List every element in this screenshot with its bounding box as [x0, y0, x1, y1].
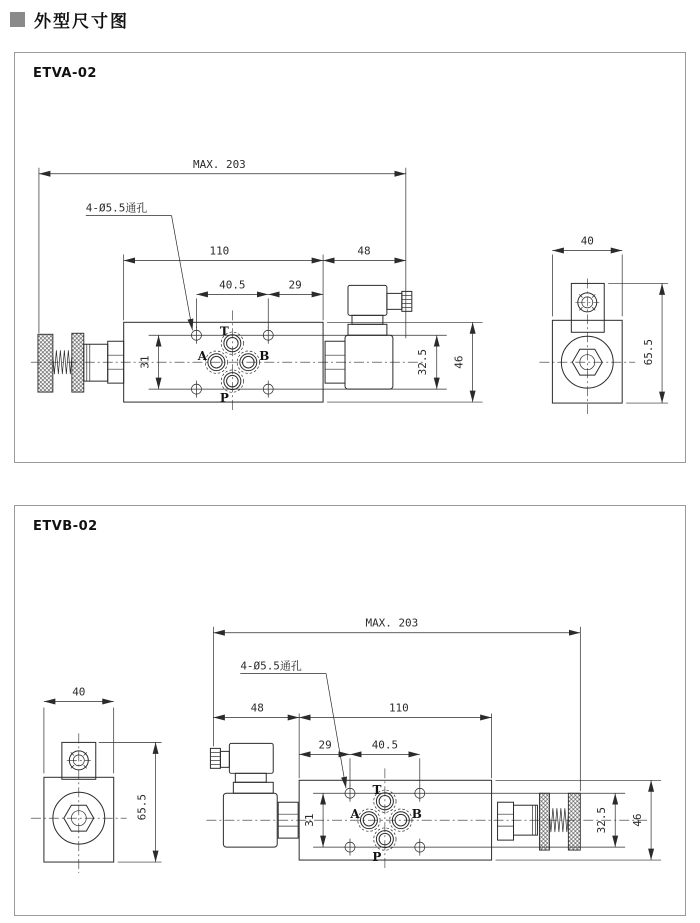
model-label: ETVA-02 — [33, 66, 97, 81]
dim-coil-height: 32.5 — [595, 806, 609, 834]
port-label-a: A — [197, 349, 208, 364]
etva-02-drawing — [15, 53, 685, 462]
port-label-t: T — [219, 324, 229, 339]
hole-note: 4-Ø5.5通孔 — [240, 659, 302, 673]
hole-callout — [240, 659, 346, 789]
page-title: 外型尺寸图 — [34, 12, 129, 32]
dim-edge-offset: 29 — [318, 738, 332, 752]
din-connector — [229, 743, 273, 773]
dim-port-span: 40.5 — [371, 738, 399, 752]
hole-callout — [86, 201, 193, 331]
port-label-b: B — [259, 349, 270, 364]
dim-end-width: 40 — [72, 685, 86, 699]
dim-hole-span: 31 — [138, 355, 152, 369]
section-marker-icon — [10, 12, 25, 27]
page-header — [10, 7, 129, 32]
hole-note: 4-Ø5.5通孔 — [85, 201, 148, 215]
dim-body-length: 110 — [209, 244, 230, 258]
dimensions — [213, 617, 661, 860]
cartridge-circle — [561, 336, 613, 388]
dim-end-width: 40 — [580, 234, 594, 248]
dim-body-height: 46 — [452, 355, 466, 369]
dim-body-height: 46 — [631, 813, 645, 827]
dim-solenoid-length: 48 — [250, 701, 264, 715]
dim-end-height: 65.5 — [642, 339, 656, 366]
port-label-p: P — [219, 391, 229, 406]
adjustment-knob — [498, 793, 581, 850]
port-label-t: T — [372, 783, 382, 798]
dim-solenoid-length: 48 — [357, 244, 371, 258]
port-label-p: P — [372, 850, 382, 865]
cable-gland — [210, 748, 220, 768]
solenoid-assembly — [210, 743, 298, 847]
dim-overall-length: MAX. 203 — [193, 157, 246, 171]
dim-hole-span: 31 — [303, 813, 317, 827]
port-label-a: A — [350, 807, 360, 822]
dim-end-height: 65.5 — [135, 794, 149, 821]
solenoid-assembly — [325, 285, 412, 389]
dim-overall-length: MAX. 203 — [365, 616, 419, 630]
dim-port-span: 40.5 — [219, 278, 246, 292]
cable-gland — [402, 291, 412, 311]
etvb-02-drawing — [15, 506, 685, 915]
panel-etva-02 — [14, 52, 686, 463]
dimensions — [39, 158, 483, 402]
adjustment-knob — [38, 333, 124, 392]
port-label-b: B — [411, 807, 422, 822]
dim-coil-height: 32.5 — [415, 348, 429, 376]
end-view — [539, 235, 668, 416]
spring — [549, 808, 568, 832]
main-view — [31, 158, 483, 412]
model-label: ETVB-02 — [33, 519, 98, 534]
main-view — [206, 617, 661, 870]
dim-edge-offset: 29 — [288, 278, 302, 292]
dim-body-length: 110 — [388, 701, 409, 715]
end-view — [31, 686, 162, 873]
din-connector — [348, 285, 387, 315]
panel-etvb-02 — [14, 505, 686, 916]
